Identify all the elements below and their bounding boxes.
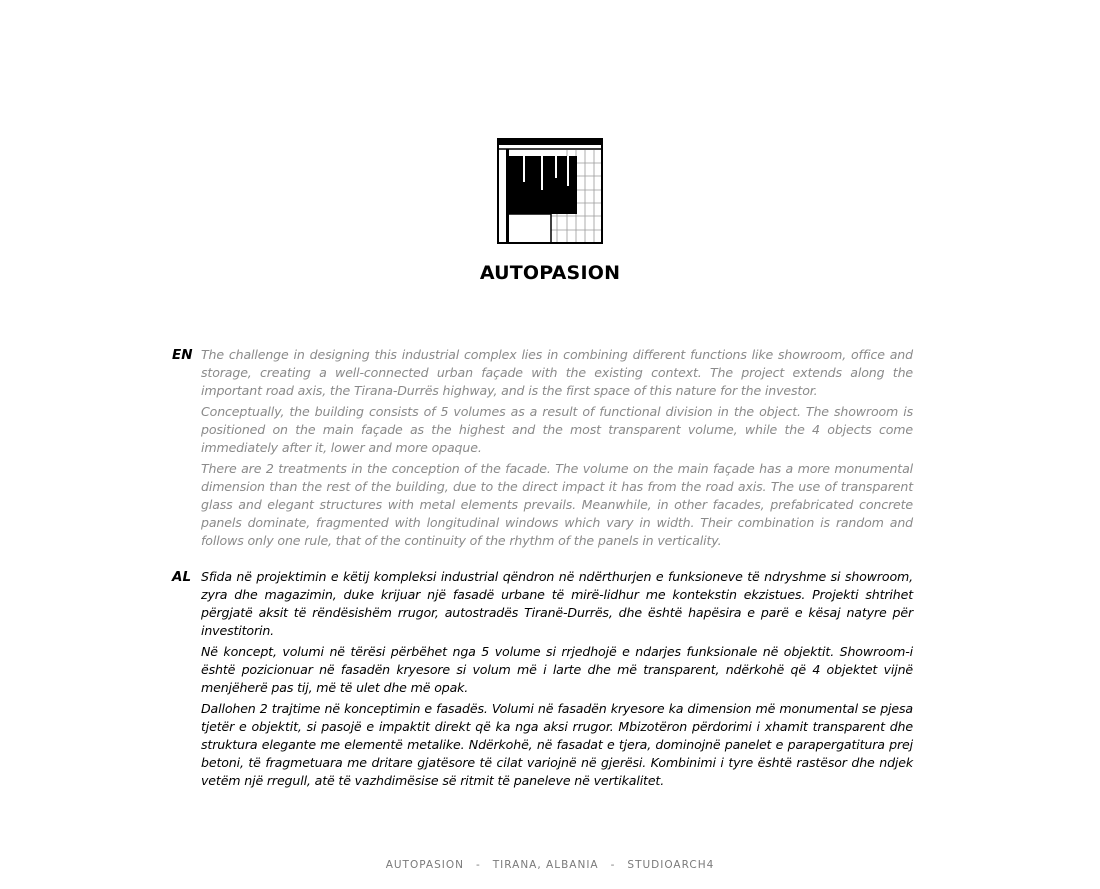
language-code-al: AL: [172, 569, 192, 585]
english-paragraphs: [201, 346, 913, 553]
en-paragraph: There are 2 treatments in the conception of the facade. The volume on the main façade has a more monumental dimension than the rest of the building, due to the direct impact it has from the road axis. The use of transparent glass and elegant structures with metal elements prevails. Meanwhile, in other facades, prefabricated concrete panels dominate, fragmented with longitudinal windows which vary in width. Their combination is random and follows only one rule, that of the continuity of the rhythm of the panels in verticality.: [201, 461, 913, 548]
en-paragraph: The challenge in designing this industrial complex lies in combining different functions like showroom, office and storage, creating a well-connected urban façade with the existing context. The project extends along the important road axis, the Tirana-Durrës highway, and is the first space of this nature for the investor.: [201, 347, 913, 398]
al-paragraph: Në koncept, volumi në tërësi përbëhet nga 5 volume si rrjedhojë e ndarjes funksionale në objektit. Showroom-i është pozicionuar në fasadën kryesore si volum më i larte dhe më transparent, ndërkohë që 4 objektet vijnë menjëherë pas tij, më të ulet dhe më opak.: [201, 644, 913, 695]
language-code-en: EN: [172, 347, 193, 363]
footer-project: AUTOPASION: [385, 859, 464, 871]
footer-location: TIRANA, ALBANIA: [492, 859, 599, 871]
footer-studio: STUDIOARCH4: [627, 859, 715, 871]
al-paragraph: Sfida në projektimin e këtij kompleksi industrial qëndron në ndërthurjen e funksioneve të ndryshme si showroom, zyra dhe magazimin, duke krijuar një fasadë urbane të mirë-lidhur me kontekstin ekzistues. Projekti shtrihet përgjatë aksit të rëndësishëm rrugor, autostradës Tiranë-Durrës, dhe është hapësira e parë e kësaj natyre për investitorin.: [201, 569, 913, 638]
footer-separator: -: [475, 859, 481, 871]
building-facade-logo-icon: [497, 138, 603, 244]
en-paragraph: Conceptually, the building consists of 5 volumes as a result of functional division in the object. The showroom is positioned on the main façade as the highest and the most transparent volume, while the 4 objects come immediately after it, lower and more opaque.: [201, 404, 913, 455]
al-paragraph: Dallohen 2 trajtime në konceptimin e fasadës. Volumi në fasadën kryesore ka dimension më monumental se pjesa tjetër e objektit, si pasojë e impaktit direkt që ka nga aksi rrugor. Mbizotëron përdorimi i xhamit transparent dhe struktura elegante me elementë metalike. Ndërkohë, në fasadat e tjera, dominojnë panelet e parapergatitura prej betoni, të fragmetuara me dritare gjatësore të cilat variojnë në gjerësi. Kombinimi i tyre është rastësor dhe ndjek vetëm një rregull, atë të vazhdimësise së ritmit të paneleve në vertikalitet.: [201, 701, 913, 788]
footer-separator: -: [610, 859, 616, 871]
footer-caption: [0, 859, 1100, 871]
albanian-paragraphs: [201, 568, 913, 793]
project-title: AUTOPASION: [479, 262, 621, 284]
